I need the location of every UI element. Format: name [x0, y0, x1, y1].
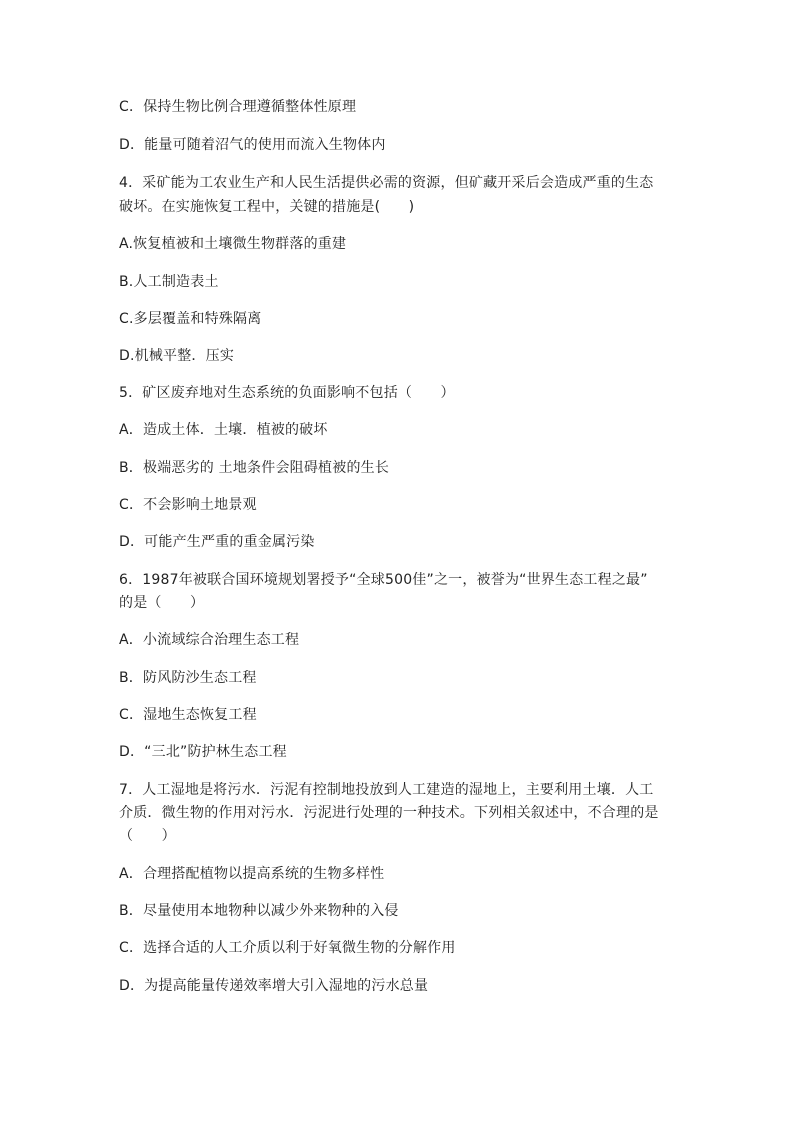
q7-stem-line-1: 7．人工湿地是将污水．污泥有控制地投放到人工建造的湿地上，主要利用土壤．人工	[119, 782, 654, 798]
q6-option-a: A．小流域综合治理生态工程	[119, 632, 300, 648]
q5-option-b: B．极端恶劣的 土地条件会阻碍植被的生长	[119, 460, 390, 476]
q5-option-d: D．可能产生严重的重金属污染	[119, 534, 315, 550]
q6-option-d: D．“三北”防护林生态工程	[119, 744, 287, 760]
q4-stem-line-2: 破坏。在实施恢复工程中，关键的措施是( )	[119, 199, 415, 215]
q7-option-b: B．尽量使用本地物种以减少外来物种的入侵	[119, 903, 399, 919]
q4-stem-line-1: 4．采矿能为工农业生产和人民生活提供必需的资源，但矿藏开采后会造成严重的生态	[119, 175, 654, 191]
q6-stem-line-2: 的是（ ）	[119, 595, 205, 611]
q4-option-b: B.人工制造表土	[119, 274, 219, 290]
q7-option-a: A．合理搭配植物以提高系统的生物多样性	[119, 866, 385, 882]
q5-option-a: A．造成土体．土壤．植被的破坏	[119, 422, 328, 438]
q7-stem-line-3: （ ）	[119, 828, 176, 844]
q7-option-d: D．为提高能量传递效率增大引入湿地的污水总量	[119, 978, 429, 994]
q6-option-c: C．湿地生态恢复工程	[119, 707, 257, 723]
q7-stem-line-2: 介质．微生物的作用对污水．污泥进行处理的一种技术。下列相关叙述中，不合理的是	[119, 805, 659, 821]
q5-option-c: C．不会影响土地景观	[119, 497, 257, 513]
q3-option-d: D．能量可随着沼气的使用而流入生物体内	[119, 137, 386, 153]
q4-option-c: C.多层覆盖和特殊隔离	[119, 311, 262, 327]
q5-stem: 5．矿区废弃地对生态系统的负面影响不包括（ ）	[119, 385, 455, 401]
q4-option-a: A.恢复植被和土壤微生物群落的重建	[119, 236, 347, 252]
q6-option-b: B．防风防沙生态工程	[119, 670, 257, 686]
q6-stem-line-1: 6．1987年被联合国环境规划署授予“全球500佳”之一，被誉为“世界生态工程之最”	[119, 572, 648, 588]
q7-option-c: C．选择合适的人工介质以利于好氧微生物的分解作用	[119, 940, 456, 956]
q4-option-d: D.机械平整．压实	[119, 348, 235, 364]
q3-option-c: C．保持生物比例合理遵循整体性原理	[119, 99, 357, 115]
